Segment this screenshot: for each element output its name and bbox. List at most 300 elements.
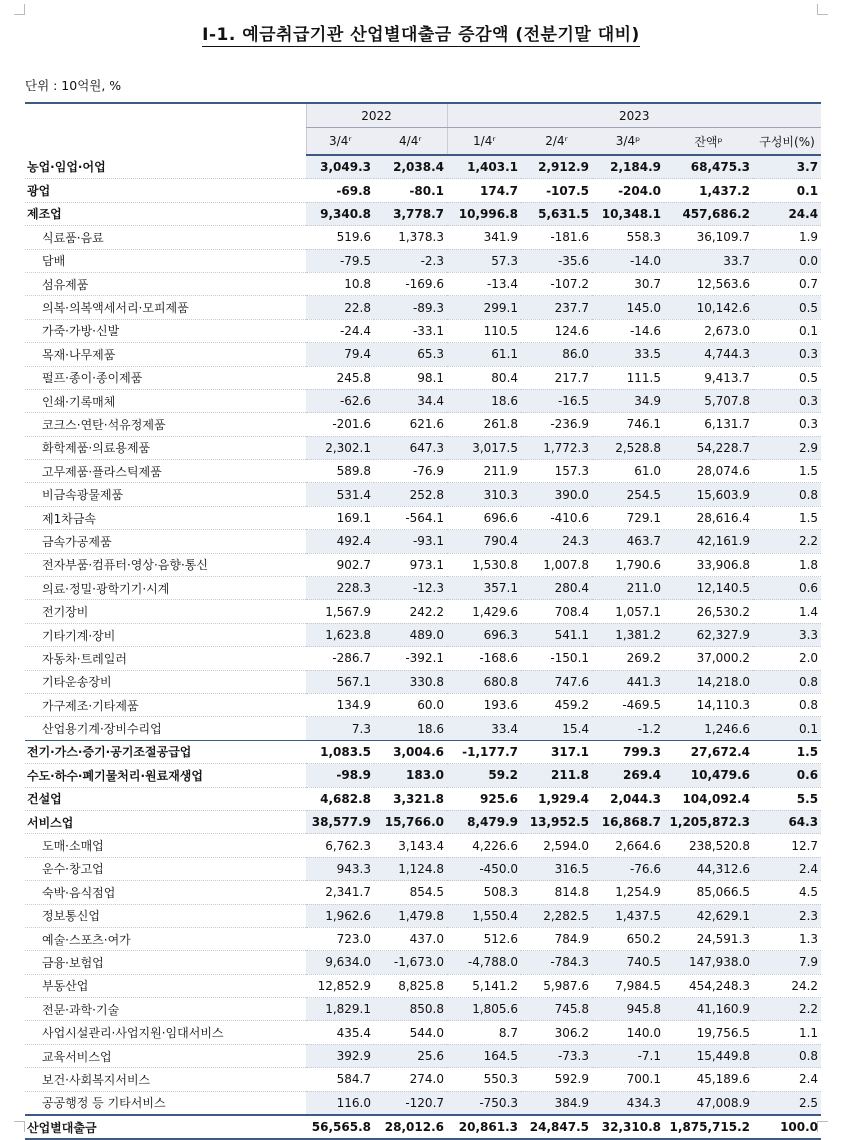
table-row <box>25 436 821 459</box>
cell-q3-2022: 169.1 <box>306 506 374 529</box>
cell-q1-2023: 61.1 <box>447 343 521 366</box>
cell-q3-2023: 269.4 <box>592 764 664 787</box>
cell-q2-2023: 124.6 <box>521 319 592 342</box>
cell-q3-2023: 34.9 <box>592 389 664 412</box>
cell-q4-2022: 28,012.6 <box>374 1115 447 1139</box>
row-label: 목재·나무제품 <box>25 343 306 366</box>
cell-balance: 45,189.6 <box>664 1068 753 1091</box>
table-row <box>25 904 821 927</box>
header-col-share: 구성비(%) <box>753 128 821 156</box>
cell-q4-2022: -120.7 <box>374 1091 447 1115</box>
cell-q3-2022: 79.4 <box>306 343 374 366</box>
cell-balance: 85,066.5 <box>664 881 753 904</box>
cell-balance: 26,530.2 <box>664 600 753 623</box>
cell-q2-2023: 784.9 <box>521 927 592 950</box>
cell-q4-2022: 1,378.3 <box>374 226 447 249</box>
cell-q4-2022: 1,124.8 <box>374 857 447 880</box>
cell-q3-2023: 1,437.5 <box>592 904 664 927</box>
cell-q4-2022: -93.1 <box>374 530 447 553</box>
cell-balance: 457,686.2 <box>664 202 753 225</box>
cell-q3-2023: 211.0 <box>592 577 664 600</box>
cell-share: 0.8 <box>753 693 821 716</box>
cell-q1-2023: 164.5 <box>447 1044 521 1067</box>
row-label: 산업용기계·장비수리업 <box>25 717 306 740</box>
cell-share: 2.9 <box>753 436 821 459</box>
cell-q1-2023: 508.3 <box>447 881 521 904</box>
cell-share: 2.4 <box>753 857 821 880</box>
cell-share: 0.7 <box>753 272 821 295</box>
table-row <box>25 951 821 974</box>
cell-share: 3.3 <box>753 623 821 646</box>
loan-change-table <box>25 102 821 1140</box>
cell-balance: 68,475.3 <box>664 155 753 179</box>
cell-share: 0.5 <box>753 296 821 319</box>
row-label: 숙박·음식점업 <box>25 881 306 904</box>
cell-q1-2023: 357.1 <box>447 577 521 600</box>
row-label: 비금속광물제품 <box>25 483 306 506</box>
cell-q3-2022: 245.8 <box>306 366 374 389</box>
cell-balance: 4,744.3 <box>664 343 753 366</box>
cell-q4-2022: -564.1 <box>374 506 447 529</box>
cell-share: 0.0 <box>753 249 821 272</box>
cell-q1-2023: -4,788.0 <box>447 951 521 974</box>
cell-balance: 1,246.6 <box>664 717 753 740</box>
row-label: 산업별대출금 <box>25 1115 306 1139</box>
cell-balance: 10,479.6 <box>664 764 753 787</box>
cell-q3-2022: -62.6 <box>306 389 374 412</box>
cell-q3-2022: 1,623.8 <box>306 623 374 646</box>
row-label: 전자부품·컴퓨터·영상·음향·통신 <box>25 553 306 576</box>
cell-q1-2023: 696.3 <box>447 623 521 646</box>
cell-balance: 14,110.3 <box>664 693 753 716</box>
cell-q2-2023: 306.2 <box>521 1021 592 1044</box>
cell-q4-2022: -33.1 <box>374 319 447 342</box>
cell-q2-2023: 592.9 <box>521 1068 592 1091</box>
cell-share: 1.1 <box>753 1021 821 1044</box>
cell-q3-2023: 10,348.1 <box>592 202 664 225</box>
cell-share: 24.2 <box>753 974 821 997</box>
row-label: 농업·임업·어업 <box>25 155 306 179</box>
cell-balance: 28,074.6 <box>664 460 753 483</box>
table-body <box>25 155 821 1139</box>
cell-q3-2022: 12,852.9 <box>306 974 374 997</box>
cell-share: 0.5 <box>753 366 821 389</box>
cell-q2-2023: -150.1 <box>521 647 592 670</box>
cell-q3-2023: 463.7 <box>592 530 664 553</box>
header-blank-cell <box>25 103 306 155</box>
page-title-text: Ⅰ-1. 예금취급기관 산업별대출금 증감액 (전분기말 대비) <box>202 25 640 45</box>
cell-q4-2022: 489.0 <box>374 623 447 646</box>
table-row <box>25 693 821 716</box>
table-row <box>25 460 821 483</box>
cell-q2-2023: 157.3 <box>521 460 592 483</box>
cell-q4-2022: 1,479.8 <box>374 904 447 927</box>
cell-q1-2023: 1,429.6 <box>447 600 521 623</box>
table-row <box>25 343 821 366</box>
cell-share: 1.8 <box>753 553 821 576</box>
row-label: 서비스업 <box>25 810 306 833</box>
table-row <box>25 810 821 833</box>
row-label: 도매·소매업 <box>25 834 306 857</box>
cell-balance: 1,437.2 <box>664 179 753 202</box>
cell-q3-2022: 589.8 <box>306 460 374 483</box>
cell-q4-2022: 18.6 <box>374 717 447 740</box>
cell-q4-2022: -76.9 <box>374 460 447 483</box>
row-label: 보건·사회복지서비스 <box>25 1068 306 1091</box>
cell-balance: 47,008.9 <box>664 1091 753 1115</box>
cell-q3-2023: 30.7 <box>592 272 664 295</box>
cell-q3-2023: 729.1 <box>592 506 664 529</box>
cell-q1-2023: 57.3 <box>447 249 521 272</box>
cell-q3-2023: 7,984.5 <box>592 974 664 997</box>
row-label: 섬유제품 <box>25 272 306 295</box>
cell-q1-2023: 8,479.9 <box>447 810 521 833</box>
cell-share: 0.8 <box>753 1044 821 1067</box>
cell-balance: 42,161.9 <box>664 530 753 553</box>
table-row <box>25 600 821 623</box>
cell-share: 2.4 <box>753 1068 821 1091</box>
cell-q3-2022: 531.4 <box>306 483 374 506</box>
cell-q1-2023: 1,530.8 <box>447 553 521 576</box>
cell-share: 0.3 <box>753 343 821 366</box>
cell-q4-2022: 15,766.0 <box>374 810 447 833</box>
page-corner-mark <box>817 4 828 15</box>
table-row <box>25 413 821 436</box>
cell-q3-2023: -1.2 <box>592 717 664 740</box>
cell-q4-2022: 183.0 <box>374 764 447 787</box>
cell-q3-2022: -98.9 <box>306 764 374 787</box>
cell-q2-2023: -236.9 <box>521 413 592 436</box>
cell-balance: 44,312.6 <box>664 857 753 880</box>
cell-share: 0.3 <box>753 389 821 412</box>
cell-q3-2022: 1,083.5 <box>306 740 374 763</box>
cell-share: 1.5 <box>753 740 821 763</box>
cell-q3-2023: 1,790.6 <box>592 553 664 576</box>
cell-q3-2022: 567.1 <box>306 670 374 693</box>
cell-share: 3.7 <box>753 155 821 179</box>
cell-q3-2023: 558.3 <box>592 226 664 249</box>
cell-q3-2022: -79.5 <box>306 249 374 272</box>
cell-q3-2022: 902.7 <box>306 553 374 576</box>
row-label: 정보통신업 <box>25 904 306 927</box>
cell-q1-2023: -1,177.7 <box>447 740 521 763</box>
cell-q4-2022: 274.0 <box>374 1068 447 1091</box>
cell-share: 12.7 <box>753 834 821 857</box>
table-row <box>25 623 821 646</box>
cell-balance: 36,109.7 <box>664 226 753 249</box>
cell-q2-2023: 86.0 <box>521 343 592 366</box>
row-label: 가죽·가방·신발 <box>25 319 306 342</box>
header-col-2022-q4: 4/4ʳ <box>374 128 447 156</box>
cell-q3-2022: 134.9 <box>306 693 374 716</box>
cell-q4-2022: 98.1 <box>374 366 447 389</box>
cell-q4-2022: 252.8 <box>374 483 447 506</box>
cell-share: 1.5 <box>753 506 821 529</box>
cell-q1-2023: -168.6 <box>447 647 521 670</box>
cell-share: 1.4 <box>753 600 821 623</box>
unit-label: 단위 : 10억원, % <box>25 78 122 93</box>
cell-q3-2023: -469.5 <box>592 693 664 716</box>
cell-q3-2023: 650.2 <box>592 927 664 950</box>
cell-balance: 19,756.5 <box>664 1021 753 1044</box>
cell-q3-2022: 2,302.1 <box>306 436 374 459</box>
cell-q3-2022: 38,577.9 <box>306 810 374 833</box>
table-row <box>25 1044 821 1067</box>
table-row <box>25 296 821 319</box>
cell-q1-2023: 790.4 <box>447 530 521 553</box>
cell-q2-2023: -181.6 <box>521 226 592 249</box>
header-col-2022-q3: 3/4ʳ <box>306 128 374 156</box>
table-row <box>25 249 821 272</box>
cell-q3-2022: 1,962.6 <box>306 904 374 927</box>
cell-q1-2023: 680.8 <box>447 670 521 693</box>
row-label: 건설업 <box>25 787 306 810</box>
cell-share: 0.8 <box>753 670 821 693</box>
table-row <box>25 272 821 295</box>
cell-balance: 12,563.6 <box>664 272 753 295</box>
row-label: 담배 <box>25 249 306 272</box>
cell-q1-2023: -450.0 <box>447 857 521 880</box>
cell-q3-2023: -14.0 <box>592 249 664 272</box>
cell-q3-2023: 2,184.9 <box>592 155 664 179</box>
cell-q3-2022: 1,567.9 <box>306 600 374 623</box>
cell-balance: 5,707.8 <box>664 389 753 412</box>
cell-balance: 15,603.9 <box>664 483 753 506</box>
cell-q4-2022: 3,778.7 <box>374 202 447 225</box>
cell-share: 2.2 <box>753 998 821 1021</box>
cell-q4-2022: 647.3 <box>374 436 447 459</box>
cell-q3-2022: 9,340.8 <box>306 202 374 225</box>
cell-share: 7.9 <box>753 951 821 974</box>
table-row <box>25 834 821 857</box>
cell-q2-2023: -73.3 <box>521 1044 592 1067</box>
table-row <box>25 1091 821 1115</box>
header-col-2023-q2: 2/4ʳ <box>521 128 592 156</box>
cell-share: 2.3 <box>753 904 821 927</box>
cell-share: 24.4 <box>753 202 821 225</box>
table-row <box>25 483 821 506</box>
cell-q4-2022: 330.8 <box>374 670 447 693</box>
cell-balance: 12,140.5 <box>664 577 753 600</box>
cell-q3-2023: 799.3 <box>592 740 664 763</box>
cell-q4-2022: -392.1 <box>374 647 447 670</box>
cell-q4-2022: -2.3 <box>374 249 447 272</box>
row-label: 교육서비스업 <box>25 1044 306 1067</box>
cell-q1-2023: 18.6 <box>447 389 521 412</box>
cell-balance: 238,520.8 <box>664 834 753 857</box>
cell-share: 0.1 <box>753 179 821 202</box>
row-label: 공공행정 등 기타서비스 <box>25 1091 306 1115</box>
cell-balance: 41,160.9 <box>664 998 753 1021</box>
table-row <box>25 202 821 225</box>
cell-q2-2023: 316.5 <box>521 857 592 880</box>
cell-q1-2023: 550.3 <box>447 1068 521 1091</box>
cell-q2-2023: 24,847.5 <box>521 1115 592 1139</box>
cell-q3-2022: 584.7 <box>306 1068 374 1091</box>
cell-q3-2022: 435.4 <box>306 1021 374 1044</box>
cell-q2-2023: 384.9 <box>521 1091 592 1115</box>
cell-q2-2023: 747.6 <box>521 670 592 693</box>
cell-q1-2023: 8.7 <box>447 1021 521 1044</box>
cell-balance: 15,449.8 <box>664 1044 753 1067</box>
cell-q4-2022: 3,143.4 <box>374 834 447 857</box>
cell-q1-2023: 20,861.3 <box>447 1115 521 1139</box>
row-label: 의복·의복액세서리·모피제품 <box>25 296 306 319</box>
cell-q3-2023: 740.5 <box>592 951 664 974</box>
cell-q1-2023: -13.4 <box>447 272 521 295</box>
cell-q1-2023: 10,996.8 <box>447 202 521 225</box>
cell-q4-2022: 242.2 <box>374 600 447 623</box>
cell-q2-2023: 5,631.5 <box>521 202 592 225</box>
table-row <box>25 226 821 249</box>
table-row <box>25 717 821 740</box>
cell-balance: 33.7 <box>664 249 753 272</box>
cell-balance: 10,142.6 <box>664 296 753 319</box>
cell-q3-2023: 1,057.1 <box>592 600 664 623</box>
cell-q3-2023: -7.1 <box>592 1044 664 1067</box>
cell-q1-2023: 1,805.6 <box>447 998 521 1021</box>
cell-q3-2023: -204.0 <box>592 179 664 202</box>
cell-q2-2023: 280.4 <box>521 577 592 600</box>
cell-share: 2.2 <box>753 530 821 553</box>
table-row <box>25 764 821 787</box>
cell-balance: 24,591.3 <box>664 927 753 950</box>
cell-q1-2023: 33.4 <box>447 717 521 740</box>
cell-q3-2022: 519.6 <box>306 226 374 249</box>
table-row <box>25 577 821 600</box>
cell-balance: 9,413.7 <box>664 366 753 389</box>
cell-balance: 147,938.0 <box>664 951 753 974</box>
cell-share: 5.5 <box>753 787 821 810</box>
table-row <box>25 389 821 412</box>
row-label: 인쇄·기록매체 <box>25 389 306 412</box>
cell-balance: 6,131.7 <box>664 413 753 436</box>
cell-share: 0.1 <box>753 717 821 740</box>
cell-q3-2022: 943.3 <box>306 857 374 880</box>
row-label: 가구제조·기타제품 <box>25 693 306 716</box>
table-row <box>25 553 821 576</box>
cell-balance: 42,629.1 <box>664 904 753 927</box>
cell-q3-2023: -14.6 <box>592 319 664 342</box>
cell-q4-2022: 544.0 <box>374 1021 447 1044</box>
cell-q3-2022: 56,565.8 <box>306 1115 374 1139</box>
cell-q4-2022: 3,004.6 <box>374 740 447 763</box>
cell-balance: 28,616.4 <box>664 506 753 529</box>
cell-q1-2023: 59.2 <box>447 764 521 787</box>
row-label: 화학제품·의료용제품 <box>25 436 306 459</box>
cell-q2-2023: 2,282.5 <box>521 904 592 927</box>
cell-q4-2022: 60.0 <box>374 693 447 716</box>
cell-q3-2023: 2,664.6 <box>592 834 664 857</box>
cell-q1-2023: 193.6 <box>447 693 521 716</box>
cell-q1-2023: 174.7 <box>447 179 521 202</box>
cell-q2-2023: 211.8 <box>521 764 592 787</box>
cell-q3-2023: 33.5 <box>592 343 664 366</box>
row-label: 기타기계·장비 <box>25 623 306 646</box>
table-row <box>25 740 821 763</box>
cell-share: 1.5 <box>753 460 821 483</box>
page-corner-mark <box>14 1121 25 1132</box>
cell-q4-2022: 973.1 <box>374 553 447 576</box>
cell-q4-2022: -12.3 <box>374 577 447 600</box>
row-label: 코크스·연탄·석유정제품 <box>25 413 306 436</box>
cell-q2-2023: 745.8 <box>521 998 592 1021</box>
row-label: 전문·과학·기술 <box>25 998 306 1021</box>
cell-q3-2023: 254.5 <box>592 483 664 506</box>
row-label: 자동차·트레일러 <box>25 647 306 670</box>
cell-q1-2023: 299.1 <box>447 296 521 319</box>
row-label: 기타운송장비 <box>25 670 306 693</box>
cell-q2-2023: 2,912.9 <box>521 155 592 179</box>
cell-share: 1.3 <box>753 927 821 950</box>
cell-share: 2.0 <box>753 647 821 670</box>
cell-q1-2023: -750.3 <box>447 1091 521 1115</box>
cell-q2-2023: 217.7 <box>521 366 592 389</box>
row-label: 운수·창고업 <box>25 857 306 880</box>
cell-q2-2023: 5,987.6 <box>521 974 592 997</box>
cell-q2-2023: -784.3 <box>521 951 592 974</box>
cell-q1-2023: 696.6 <box>447 506 521 529</box>
cell-q3-2023: 111.5 <box>592 366 664 389</box>
cell-balance: 37,000.2 <box>664 647 753 670</box>
cell-q2-2023: -107.5 <box>521 179 592 202</box>
cell-q4-2022: -89.3 <box>374 296 447 319</box>
table-row <box>25 670 821 693</box>
table-row <box>25 319 821 342</box>
table-row <box>25 857 821 880</box>
cell-q1-2023: 261.8 <box>447 413 521 436</box>
cell-q3-2023: 2,044.3 <box>592 787 664 810</box>
table-row <box>25 787 821 810</box>
cell-balance: 2,673.0 <box>664 319 753 342</box>
cell-q3-2022: 9,634.0 <box>306 951 374 974</box>
cell-q3-2022: -201.6 <box>306 413 374 436</box>
cell-q3-2023: 145.0 <box>592 296 664 319</box>
cell-q1-2023: 211.9 <box>447 460 521 483</box>
table-row <box>25 1021 821 1044</box>
cell-q2-2023: -410.6 <box>521 506 592 529</box>
row-label: 펄프·종이·종이제품 <box>25 366 306 389</box>
cell-q4-2022: 65.3 <box>374 343 447 366</box>
header-col-2023-q1: 1/4ʳ <box>447 128 521 156</box>
cell-balance: 54,228.7 <box>664 436 753 459</box>
cell-q4-2022: 25.6 <box>374 1044 447 1067</box>
cell-balance: 1,205,872.3 <box>664 810 753 833</box>
row-label: 사업시설관리·사업지원·임대서비스 <box>25 1021 306 1044</box>
cell-share: 4.5 <box>753 881 821 904</box>
cell-q3-2023: 140.0 <box>592 1021 664 1044</box>
row-label: 전기·가스·증기·공기조절공급업 <box>25 740 306 763</box>
cell-q3-2023: 1,381.2 <box>592 623 664 646</box>
cell-q1-2023: 80.4 <box>447 366 521 389</box>
cell-share: 100.0 <box>753 1115 821 1139</box>
cell-q2-2023: 390.0 <box>521 483 592 506</box>
cell-share: 1.9 <box>753 226 821 249</box>
cell-q2-2023: 1,929.4 <box>521 787 592 810</box>
cell-q3-2023: 269.2 <box>592 647 664 670</box>
cell-q3-2022: 10.8 <box>306 272 374 295</box>
cell-share: 0.8 <box>753 483 821 506</box>
cell-q4-2022: 2,038.4 <box>374 155 447 179</box>
cell-q3-2022: 4,682.8 <box>306 787 374 810</box>
cell-q3-2022: 116.0 <box>306 1091 374 1115</box>
cell-balance: 104,092.4 <box>664 787 753 810</box>
cell-q3-2022: 228.3 <box>306 577 374 600</box>
cell-q3-2022: -24.4 <box>306 319 374 342</box>
row-label: 고무제품·플라스틱제품 <box>25 460 306 483</box>
cell-q3-2023: 434.3 <box>592 1091 664 1115</box>
cell-q4-2022: -169.6 <box>374 272 447 295</box>
